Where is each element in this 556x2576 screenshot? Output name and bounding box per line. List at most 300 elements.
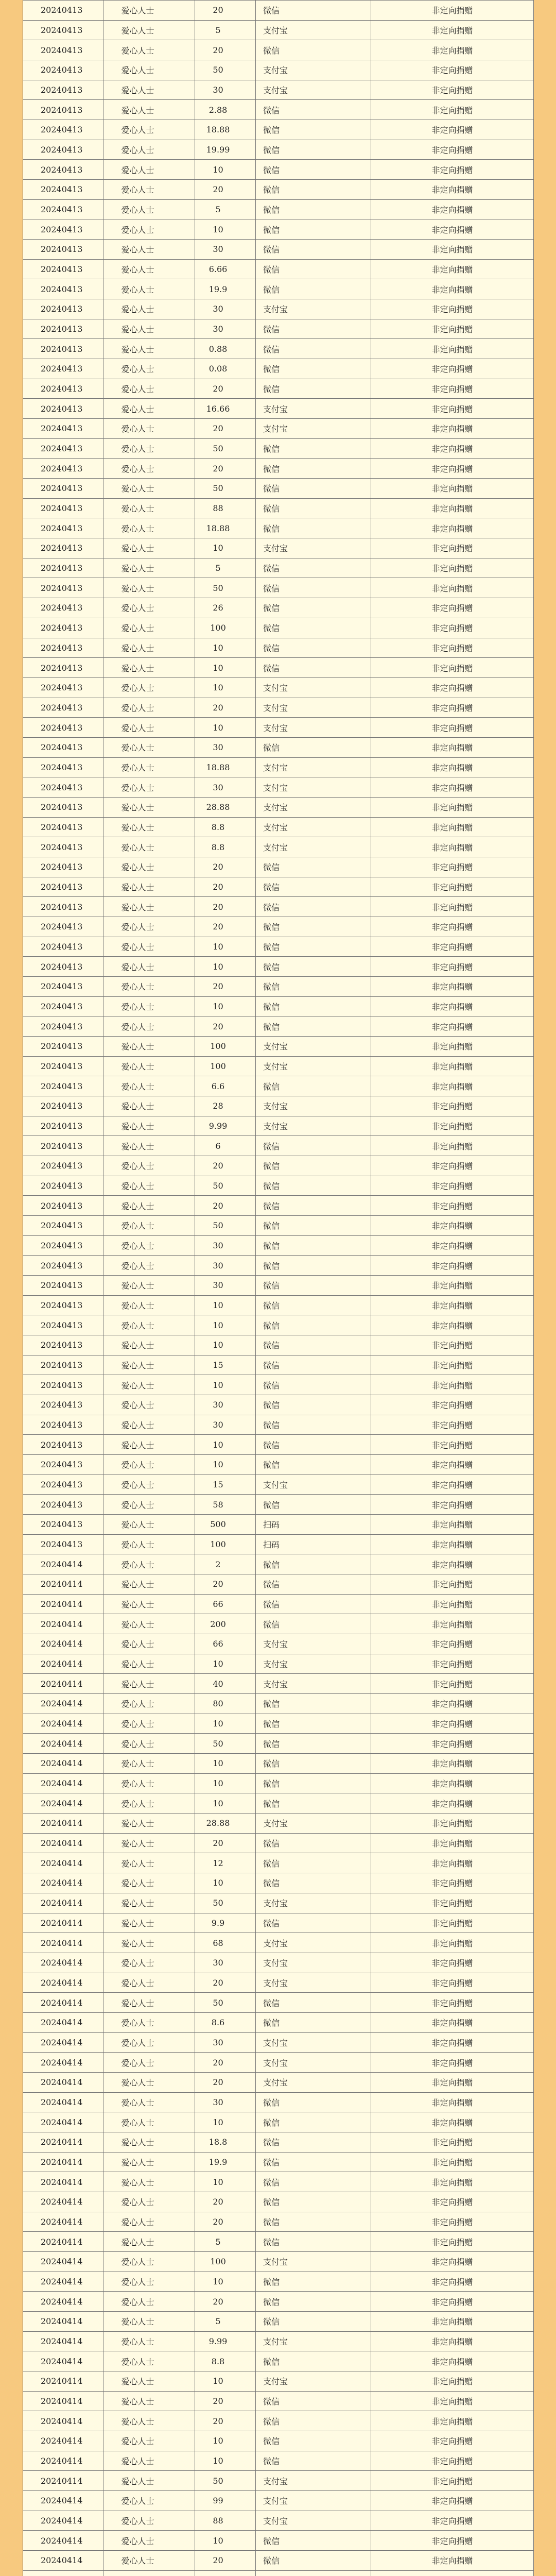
- table-row: [23, 1634, 534, 1654]
- amount-cell: 66: [195, 1594, 256, 1614]
- amount-cell: 30: [195, 1276, 256, 1296]
- amount-cell: 26: [195, 598, 256, 618]
- table-row: [23, 698, 534, 718]
- table-row: [23, 1714, 534, 1734]
- date-cell: 20240413: [23, 120, 103, 140]
- date-cell: 20240414: [23, 1873, 103, 1893]
- amount-cell: 10: [195, 1773, 256, 1793]
- donor-cell: 爱心人士: [103, 1415, 195, 1435]
- donor-cell: 爱心人士: [103, 2451, 195, 2471]
- date-cell: 20240414: [23, 2331, 103, 2351]
- payment-method-cell: 支付宝: [256, 1116, 371, 1136]
- purpose-cell: 非定向捐赠: [371, 438, 534, 459]
- table-row: [23, 1215, 534, 1235]
- table-row: [23, 538, 534, 558]
- amount-cell: 20: [195, 2411, 256, 2431]
- donor-cell: 爱心人士: [103, 1455, 195, 1475]
- donor-cell: 爱心人士: [103, 80, 195, 100]
- table-row: [23, 2272, 534, 2292]
- donor-cell: 爱心人士: [103, 2072, 195, 2092]
- date-cell: 20240414: [23, 2551, 103, 2571]
- table-row: [23, 1773, 534, 1793]
- payment-method-cell: 微信: [256, 618, 371, 638]
- table-row: [23, 1235, 534, 1256]
- payment-method-cell: 微信: [256, 1873, 371, 1893]
- purpose-cell: 非定向捐赠: [371, 1495, 534, 1515]
- payment-method-cell: 微信: [256, 996, 371, 1016]
- donor-cell: 爱心人士: [103, 897, 195, 917]
- donor-cell: 爱心人士: [103, 1993, 195, 2013]
- date-cell: 20240413: [23, 279, 103, 299]
- amount-cell: 20: [195, 2551, 256, 2571]
- purpose-cell: 非定向捐赠: [371, 718, 534, 738]
- amount-cell: 10: [195, 2531, 256, 2551]
- date-cell: 20240414: [23, 2531, 103, 2551]
- table-row: [23, 2531, 534, 2551]
- payment-method-cell: 微信: [256, 240, 371, 260]
- payment-method-cell: 微信: [256, 359, 371, 379]
- payment-method-cell: 微信: [256, 1913, 371, 1933]
- payment-method-cell: 微信: [256, 1176, 371, 1196]
- date-cell: 20240413: [23, 1076, 103, 1096]
- purpose-cell: 非定向捐赠: [371, 618, 534, 638]
- purpose-cell: 非定向捐赠: [371, 1793, 534, 1814]
- table-row: [23, 1016, 534, 1037]
- table-row: [23, 2471, 534, 2491]
- date-cell: 20240413: [23, 319, 103, 339]
- purpose-cell: 非定向捐赠: [371, 459, 534, 479]
- purpose-cell: 非定向捐赠: [371, 199, 534, 219]
- table-row: [23, 299, 534, 319]
- amount-cell: 20: [195, 1196, 256, 1216]
- date-cell: 20240413: [23, 180, 103, 200]
- table-row: [23, 379, 534, 399]
- purpose-cell: 非定向捐赠: [371, 2490, 534, 2511]
- date-cell: 20240413: [23, 419, 103, 439]
- donor-cell: 爱心人士: [103, 379, 195, 399]
- date-cell: 20240413: [23, 837, 103, 857]
- date-cell: 20240414: [23, 1853, 103, 1873]
- payment-method-cell: 微信: [256, 518, 371, 538]
- date-cell: 20240414: [23, 1793, 103, 1814]
- table-row: [23, 1814, 534, 1834]
- date-cell: 20240413: [23, 80, 103, 100]
- donor-cell: 爱心人士: [103, 199, 195, 219]
- amount-cell: 20: [195, 698, 256, 718]
- date-cell: 20240414: [23, 1714, 103, 1734]
- purpose-cell: 非定向捐赠: [371, 1973, 534, 1993]
- date-cell: 20240413: [23, 1235, 103, 1256]
- table-row: [23, 160, 534, 180]
- table-row: [23, 1913, 534, 1933]
- table-row: [23, 1455, 534, 1475]
- amount-cell: 30: [195, 737, 256, 757]
- date-cell: 20240414: [23, 2032, 103, 2053]
- table-row: [23, 2172, 534, 2192]
- donor-cell: 爱心人士: [103, 438, 195, 459]
- table-row: [23, 2012, 534, 2032]
- table-row: [23, 1953, 534, 1973]
- date-cell: 20240413: [23, 1295, 103, 1315]
- payment-method-cell: 微信: [256, 1136, 371, 1156]
- payment-method-cell: 支付宝: [256, 2471, 371, 2491]
- payment-method-cell: 微信: [256, 2311, 371, 2331]
- purpose-cell: 非定向捐赠: [371, 937, 534, 957]
- purpose-cell: 非定向捐赠: [371, 120, 534, 140]
- purpose-cell: 非定向捐赠: [371, 538, 534, 558]
- payment-method-cell: 支付宝: [256, 1036, 371, 1056]
- date-cell: 20240413: [23, 777, 103, 798]
- table-row: [23, 1793, 534, 1814]
- payment-method-cell: 支付宝: [256, 2371, 371, 2391]
- date-cell: 20240413: [23, 996, 103, 1016]
- amount-cell: 50: [195, 578, 256, 598]
- purpose-cell: 非定向捐赠: [371, 160, 534, 180]
- table-row: [23, 80, 534, 100]
- donor-cell: 爱心人士: [103, 578, 195, 598]
- payment-method-cell: 微信: [256, 459, 371, 479]
- payment-method-cell: 微信: [256, 976, 371, 996]
- purpose-cell: 非定向捐赠: [371, 2531, 534, 2551]
- donor-cell: 爱心人士: [103, 1893, 195, 1913]
- table-row: [23, 2192, 534, 2212]
- purpose-cell: 非定向捐赠: [371, 2112, 534, 2132]
- date-cell: 20240413: [23, 1116, 103, 1136]
- amount-cell: 10: [195, 996, 256, 1016]
- purpose-cell: 非定向捐赠: [371, 359, 534, 379]
- donor-cell: 爱心人士: [103, 1435, 195, 1455]
- date-cell: 20240413: [23, 897, 103, 917]
- amount-cell: 50: [195, 438, 256, 459]
- donor-cell: 爱心人士: [103, 2351, 195, 2371]
- purpose-cell: 非定向捐赠: [371, 1036, 534, 1056]
- amount-cell: 10: [195, 1295, 256, 1315]
- date-cell: 20240413: [23, 1276, 103, 1296]
- payment-method-cell: 微信: [256, 1156, 371, 1176]
- amount-cell: 8.8: [195, 2351, 256, 2371]
- date-cell: 20240413: [23, 1256, 103, 1276]
- table-row: [23, 279, 534, 299]
- table-row: [23, 1276, 534, 1296]
- date-cell: 20240413: [23, 60, 103, 80]
- payment-method-cell: 支付宝: [256, 399, 371, 419]
- purpose-cell: 非定向捐赠: [371, 1276, 534, 1296]
- donor-cell: 爱心人士: [103, 1773, 195, 1793]
- amount-cell: 20: [195, 1973, 256, 1993]
- purpose-cell: [371, 2570, 534, 2576]
- date-cell: 20240414: [23, 2112, 103, 2132]
- table-row: [23, 2451, 534, 2471]
- donor-cell: 爱心人士: [103, 279, 195, 299]
- payment-method-cell: 支付宝: [256, 1475, 371, 1495]
- donor-cell: 爱心人士: [103, 797, 195, 817]
- purpose-cell: 非定向捐赠: [371, 1295, 534, 1315]
- donor-cell: 爱心人士: [103, 2132, 195, 2152]
- payment-method-cell: 微信: [256, 180, 371, 200]
- table-row: [23, 1973, 534, 1993]
- date-cell: 20240414: [23, 1734, 103, 1754]
- table-row: [23, 2551, 534, 2571]
- table-row: [23, 518, 534, 538]
- donor-cell: 爱心人士: [103, 1315, 195, 1335]
- amount-cell: 50: [195, 1993, 256, 2013]
- date-cell: 20240414: [23, 2490, 103, 2511]
- purpose-cell: 非定向捐赠: [371, 1056, 534, 1076]
- date-cell: 20240413: [23, 1395, 103, 1415]
- payment-method-cell: 微信: [256, 1435, 371, 1455]
- payment-method-cell: 扫码: [256, 1534, 371, 1554]
- payment-method-cell: 微信: [256, 957, 371, 977]
- date-cell: 20240413: [23, 817, 103, 837]
- payment-method-cell: 微信: [256, 2132, 371, 2152]
- table-row: [23, 1256, 534, 1276]
- table-row: [23, 1614, 534, 1634]
- donor-cell: 爱心人士: [103, 2272, 195, 2292]
- amount-cell: 20: [195, 2212, 256, 2232]
- table-row: [23, 359, 534, 379]
- table-row: [23, 1076, 534, 1096]
- purpose-cell: 非定向捐赠: [371, 1176, 534, 1196]
- date-cell: 20240413: [23, 658, 103, 678]
- amount-cell: 10: [195, 658, 256, 678]
- date-cell: 20240414: [23, 1913, 103, 1933]
- table-row: [23, 319, 534, 339]
- purpose-cell: 非定向捐赠: [371, 1355, 534, 1375]
- payment-method-cell: 微信: [256, 737, 371, 757]
- date-cell: 20240414: [23, 1594, 103, 1614]
- amount-cell: 50: [195, 479, 256, 499]
- payment-method-cell: 支付宝: [256, 2032, 371, 2053]
- payment-method-cell: 微信: [256, 2152, 371, 2172]
- date-cell: 20240414: [23, 2152, 103, 2172]
- purpose-cell: 非定向捐赠: [371, 219, 534, 240]
- donor-cell: 爱心人士: [103, 140, 195, 160]
- amount-cell: 50: [195, 1893, 256, 1913]
- date-cell: 20240413: [23, 1475, 103, 1495]
- amount-cell: 30: [195, 1256, 256, 1276]
- amount-cell: 0.08: [195, 359, 256, 379]
- amount-cell: 88: [195, 498, 256, 518]
- amount-cell: 50: [195, 2471, 256, 2491]
- table-row: [23, 2232, 534, 2252]
- payment-method-cell: 微信: [256, 379, 371, 399]
- table-row: [23, 1734, 534, 1754]
- amount-cell: 100: [195, 1036, 256, 1056]
- payment-method-cell: 支付宝: [256, 299, 371, 319]
- donor-cell: 爱心人士: [103, 219, 195, 240]
- purpose-cell: 非定向捐赠: [371, 319, 534, 339]
- amount-cell: 50: [195, 1734, 256, 1754]
- payment-method-cell: 支付宝: [256, 1973, 371, 1993]
- date-cell: 20240414: [23, 1833, 103, 1853]
- payment-method-cell: 微信: [256, 279, 371, 299]
- donor-cell: 爱心人士: [103, 618, 195, 638]
- table-row: [23, 976, 534, 996]
- amount-cell: 20: [195, 2192, 256, 2212]
- donor-cell: 爱心人士: [103, 658, 195, 678]
- purpose-cell: 非定向捐赠: [371, 996, 534, 1016]
- donor-cell: 爱心人士: [103, 2371, 195, 2391]
- purpose-cell: 非定向捐赠: [371, 2132, 534, 2152]
- amount-cell: 2.88: [195, 100, 256, 120]
- date-cell: 20240413: [23, 677, 103, 698]
- table-row: [23, 1116, 534, 1136]
- purpose-cell: 非定向捐赠: [371, 797, 534, 817]
- donor-cell: 爱心人士: [103, 2551, 195, 2571]
- date-cell: 20240413: [23, 40, 103, 60]
- purpose-cell: 非定向捐赠: [371, 2192, 534, 2212]
- amount-cell: 5: [195, 199, 256, 219]
- purpose-cell: 非定向捐赠: [371, 757, 534, 777]
- purpose-cell: 非定向捐赠: [371, 2451, 534, 2471]
- amount-cell: 30: [195, 777, 256, 798]
- date-cell: 20240413: [23, 598, 103, 618]
- donor-cell: 爱心人士: [103, 2431, 195, 2451]
- payment-method-cell: 支付宝: [256, 1814, 371, 1834]
- payment-method-cell: 微信: [256, 1455, 371, 1475]
- table-row: [23, 1833, 534, 1853]
- payment-method-cell: 支付宝: [256, 837, 371, 857]
- purpose-cell: 非定向捐赠: [371, 2032, 534, 2053]
- donor-cell: 爱心人士: [103, 1654, 195, 1674]
- donor-cell: 爱心人士: [103, 1933, 195, 1953]
- purpose-cell: 非定向捐赠: [371, 518, 534, 538]
- donor-cell: 爱心人士: [103, 1235, 195, 1256]
- donor-cell: 爱心人士: [103, 518, 195, 538]
- payment-method-cell: 微信: [256, 1714, 371, 1734]
- payment-method-cell: 支付宝: [256, 718, 371, 738]
- table-row: [23, 1475, 534, 1495]
- donor-cell: 爱心人士: [103, 339, 195, 359]
- payment-method-cell: 微信: [256, 2451, 371, 2471]
- purpose-cell: 非定向捐赠: [371, 339, 534, 359]
- purpose-cell: 非定向捐赠: [371, 2292, 534, 2312]
- table-row: [23, 2212, 534, 2232]
- amount-cell: 10: [195, 1793, 256, 1814]
- table-row: [23, 438, 534, 459]
- table-row: [23, 1495, 534, 1515]
- date-cell: 20240413: [23, 259, 103, 279]
- amount-cell: 28: [195, 1096, 256, 1116]
- purpose-cell: 非定向捐赠: [371, 379, 534, 399]
- payment-method-cell: 支付宝: [256, 797, 371, 817]
- purpose-cell: 非定向捐赠: [371, 698, 534, 718]
- payment-method-cell: 微信: [256, 1, 371, 21]
- donor-cell: 爱心人士: [103, 1276, 195, 1296]
- donor-cell: 爱心人士: [103, 1554, 195, 1574]
- date-cell: 20240414: [23, 2092, 103, 2112]
- payment-method-cell: 微信: [256, 100, 371, 120]
- table-row: [23, 498, 534, 518]
- amount-cell: 8.6: [195, 2012, 256, 2032]
- purpose-cell: 非定向捐赠: [371, 2152, 534, 2172]
- amount-cell: 20: [195, 877, 256, 897]
- donor-cell: 爱心人士: [103, 299, 195, 319]
- donor-cell: 爱心人士: [103, 319, 195, 339]
- date-cell: 20240413: [23, 1355, 103, 1375]
- amount-cell: 9.9: [195, 1913, 256, 1933]
- purpose-cell: 非定向捐赠: [371, 419, 534, 439]
- payment-method-cell: 微信: [256, 2192, 371, 2212]
- purpose-cell: 非定向捐赠: [371, 498, 534, 518]
- purpose-cell: 非定向捐赠: [371, 180, 534, 200]
- amount-cell: 10: [195, 1435, 256, 1455]
- purpose-cell: 非定向捐赠: [371, 299, 534, 319]
- table-row: [23, 578, 534, 598]
- donor-cell: 爱心人士: [103, 2490, 195, 2511]
- table-row: [23, 2351, 534, 2371]
- purpose-cell: 非定向捐赠: [371, 1136, 534, 1156]
- payment-method-cell: 微信: [256, 120, 371, 140]
- purpose-cell: 非定向捐赠: [371, 578, 534, 598]
- amount-cell: 9.99: [195, 1116, 256, 1136]
- table-row: [23, 917, 534, 937]
- payment-method-cell: 微信: [256, 1694, 371, 1714]
- donor-cell: 爱心人士: [103, 638, 195, 658]
- amount-cell: 10: [195, 219, 256, 240]
- payment-method-cell: 支付宝: [256, 677, 371, 698]
- donor-cell: 爱心人士: [103, 837, 195, 857]
- payment-method-cell: 支付宝: [256, 817, 371, 837]
- payment-method-cell: 微信: [256, 2012, 371, 2032]
- purpose-cell: 非定向捐赠: [371, 2272, 534, 2292]
- date-cell: 20240413: [23, 558, 103, 578]
- purpose-cell: 非定向捐赠: [371, 677, 534, 698]
- purpose-cell: 非定向捐赠: [371, 1594, 534, 1614]
- amount-cell: 50: [195, 1176, 256, 1196]
- amount-cell: 100: [195, 618, 256, 638]
- date-cell: 20240414: [23, 2351, 103, 2371]
- date-cell: 20240413: [23, 479, 103, 499]
- purpose-cell: 非定向捐赠: [371, 1554, 534, 1574]
- purpose-cell: 非定向捐赠: [371, 40, 534, 60]
- table-row: [23, 2371, 534, 2391]
- amount-cell: 100: [195, 1056, 256, 1076]
- date-cell: 20240414: [23, 1993, 103, 2013]
- purpose-cell: 非定向捐赠: [371, 2511, 534, 2531]
- purpose-cell: 非定向捐赠: [371, 2251, 534, 2272]
- date-cell: 20240414: [23, 1554, 103, 1574]
- date-cell: 20240413: [23, 1375, 103, 1395]
- table-row: [23, 2112, 534, 2132]
- date-cell: 20240413: [23, 199, 103, 219]
- date-cell: 20240413: [23, 1156, 103, 1176]
- amount-cell: 10: [195, 2371, 256, 2391]
- payment-method-cell: 微信: [256, 2292, 371, 2312]
- date-cell: 20240413: [23, 1096, 103, 1116]
- donor-cell: 爱心人士: [103, 2251, 195, 2272]
- donor-cell: 爱心人士: [103, 2053, 195, 2073]
- payment-method-cell: 微信: [256, 1256, 371, 1276]
- payment-method-cell: 微信: [256, 598, 371, 618]
- payment-method-cell: 支付宝: [256, 777, 371, 798]
- amount-cell: 16.66: [195, 399, 256, 419]
- payment-method-cell: 微信: [256, 199, 371, 219]
- payment-method-cell: 微信: [256, 1415, 371, 1435]
- table-row: [23, 2490, 534, 2511]
- table-row: [23, 797, 534, 817]
- date-cell: 20240413: [23, 538, 103, 558]
- date-cell: 20240414: [23, 2192, 103, 2212]
- amount-cell: 20: [195, 459, 256, 479]
- donor-cell: 爱心人士: [103, 100, 195, 120]
- amount-cell: 40: [195, 1674, 256, 1694]
- donor-cell: 爱心人士: [103, 2152, 195, 2172]
- payment-method-cell: 微信: [256, 1295, 371, 1315]
- purpose-cell: 非定向捐赠: [371, 1993, 534, 2013]
- table-row: [23, 1056, 534, 1076]
- amount-cell: 10: [195, 937, 256, 957]
